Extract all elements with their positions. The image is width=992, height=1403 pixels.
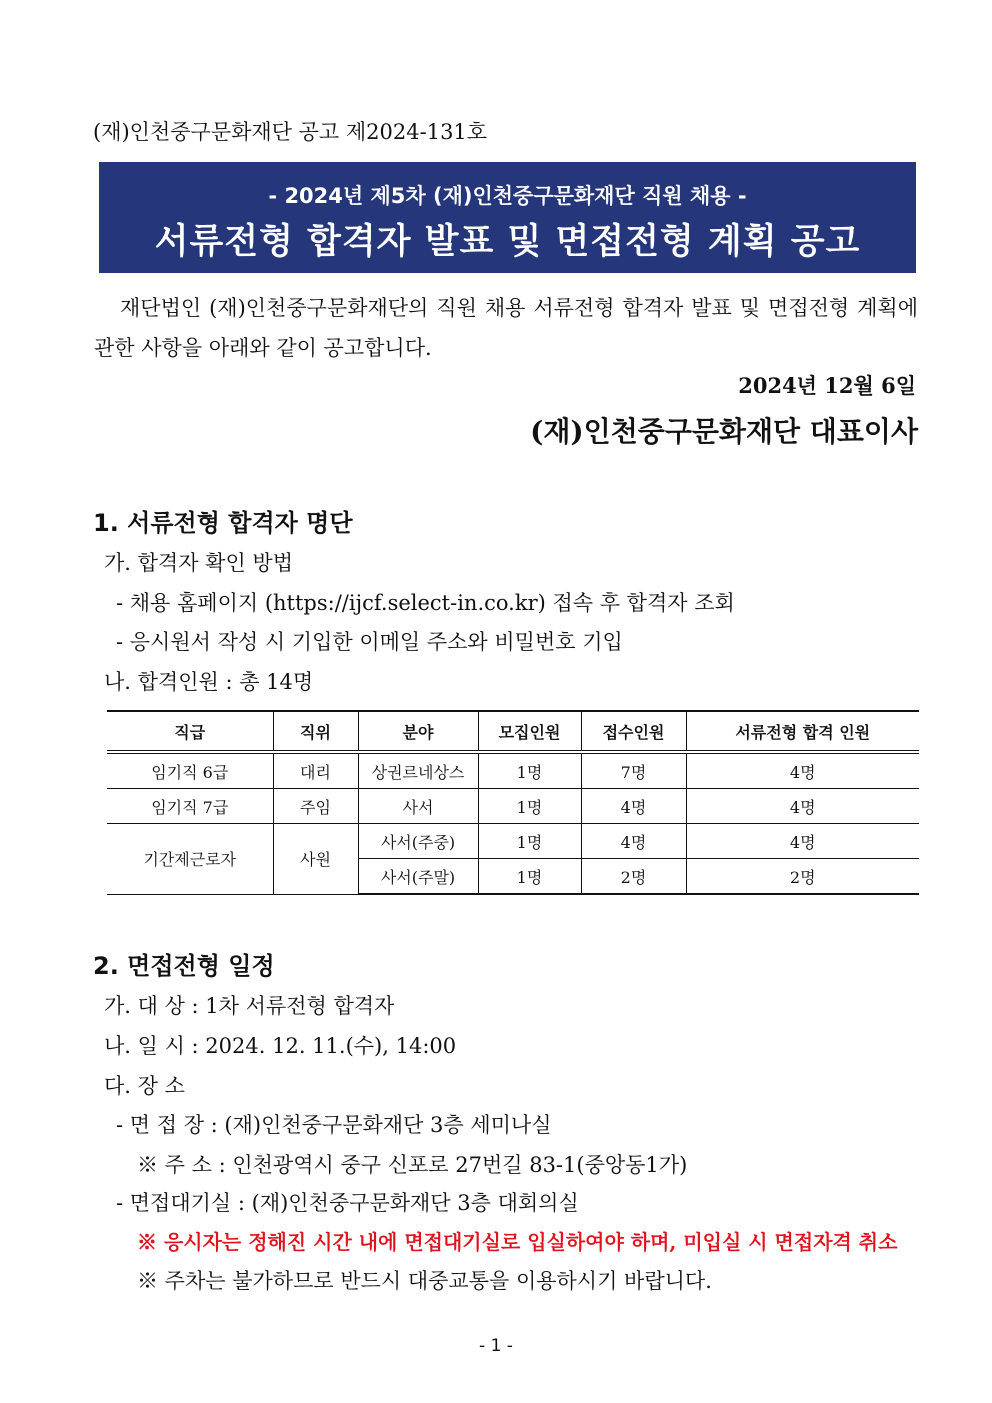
table-cell: 4명 <box>686 789 919 824</box>
table-row <box>107 789 919 824</box>
table-cell: 1명 <box>478 789 581 824</box>
table-cell: 사서(주말) <box>358 859 478 895</box>
table-cell: 대리 <box>273 752 358 789</box>
table-cell: 임기직 7급 <box>107 789 273 824</box>
table-cell: 사원 <box>273 824 358 895</box>
table-cell: 1명 <box>478 752 581 789</box>
banner-title: 서류전형 합격자 발표 및 면접전형 계획 공고 <box>154 222 861 262</box>
table-cell: 1명 <box>478 824 581 859</box>
banner-subtitle: - 2024년 제5차 (재)인천중구문화재단 직원 채용 - <box>268 184 747 208</box>
header-cell: 모집인원 <box>478 711 581 752</box>
table-cell: 7명 <box>581 752 686 789</box>
table-cell: 기간제근로자 <box>107 824 273 895</box>
table-cell: 4명 <box>581 824 686 859</box>
table-cell: 4명 <box>686 824 919 859</box>
section2-item-a: 가. 대 상 : 1차 서류전형 합격자 <box>104 994 395 1018</box>
result-table <box>107 710 919 895</box>
notice-date: 2024년 12월 6일 <box>738 373 916 398</box>
table-cell: 4명 <box>581 789 686 824</box>
address-note: ※ 주 소 : 인천광역시 중구 신포로 27번길 83-1(중앙동1가) <box>137 1153 688 1177</box>
waiting-room: - 면접대기실 : (재)인천중구문화재단 3층 대회의실 <box>116 1191 579 1215</box>
signer: (재)인천중구문화재단 대표이사 <box>530 415 918 448</box>
title-banner <box>99 162 916 273</box>
section1-item-a: 가. 합격자 확인 방법 <box>104 551 293 575</box>
table-row <box>107 824 919 859</box>
table-cell: 임기직 6급 <box>107 752 273 789</box>
page-number: - 1 - <box>479 1336 513 1356</box>
table-row <box>107 752 919 789</box>
header-cell: 서류전형 합격 인원 <box>686 711 919 752</box>
table-cell: 사서(주중) <box>358 824 478 859</box>
header-cell: 직급 <box>107 711 273 752</box>
parking-note: ※ 주차는 불가하므로 반드시 대중교통을 이용하시기 바랍니다. <box>137 1269 712 1293</box>
section1-a-bullet-1: - 채용 홈페이지 (https://ijcf.select-in.co.kr) 접속 후 합격자 조회 <box>116 591 735 615</box>
header-cell: 접수인원 <box>581 711 686 752</box>
section2-heading: 2. 면접전형 일정 <box>93 952 275 980</box>
intro-text: 재단법인 (재)인천중구문화재단의 직원 채용 서류전형 합격자 발표 및 면접전형 계획에 관한 사항을 아래와 같이 공고합니다. <box>94 296 918 360</box>
table-cell: 주임 <box>273 789 358 824</box>
interview-room: - 면 접 장 : (재)인천중구문화재단 3층 세미나실 <box>116 1113 552 1137</box>
table-cell: 2명 <box>581 859 686 895</box>
table-cell: 1명 <box>478 859 581 895</box>
notice-number: (재)인천중구문화재단 공고 제2024-131호 <box>93 120 488 144</box>
header-cell: 분야 <box>358 711 478 752</box>
section2-item-b: 나. 일 시 : 2024. 12. 11.(수), 14:00 <box>104 1034 457 1058</box>
table-cell: 4명 <box>686 752 919 789</box>
section1-a-bullet-2: - 응시원서 작성 시 기입한 이메일 주소와 비밀번호 기입 <box>116 630 623 654</box>
section2-item-c: 다. 장 소 <box>104 1074 185 1098</box>
table-cell: 사서 <box>358 789 478 824</box>
table-cell: 2명 <box>686 859 919 895</box>
section1-item-b: 나. 합격인원 : 총 14명 <box>104 670 314 694</box>
table-cell: 상권르네상스 <box>358 752 478 789</box>
header-cell: 직위 <box>273 711 358 752</box>
intro-paragraph <box>94 288 918 368</box>
warning-note: ※ 응시자는 정해진 시간 내에 면접대기실로 입실하여야 하며, 미입실 시 면접자격 취소 <box>137 1230 898 1254</box>
table-header-row <box>107 711 919 752</box>
section1-heading: 1. 서류전형 합격자 명단 <box>93 509 353 537</box>
